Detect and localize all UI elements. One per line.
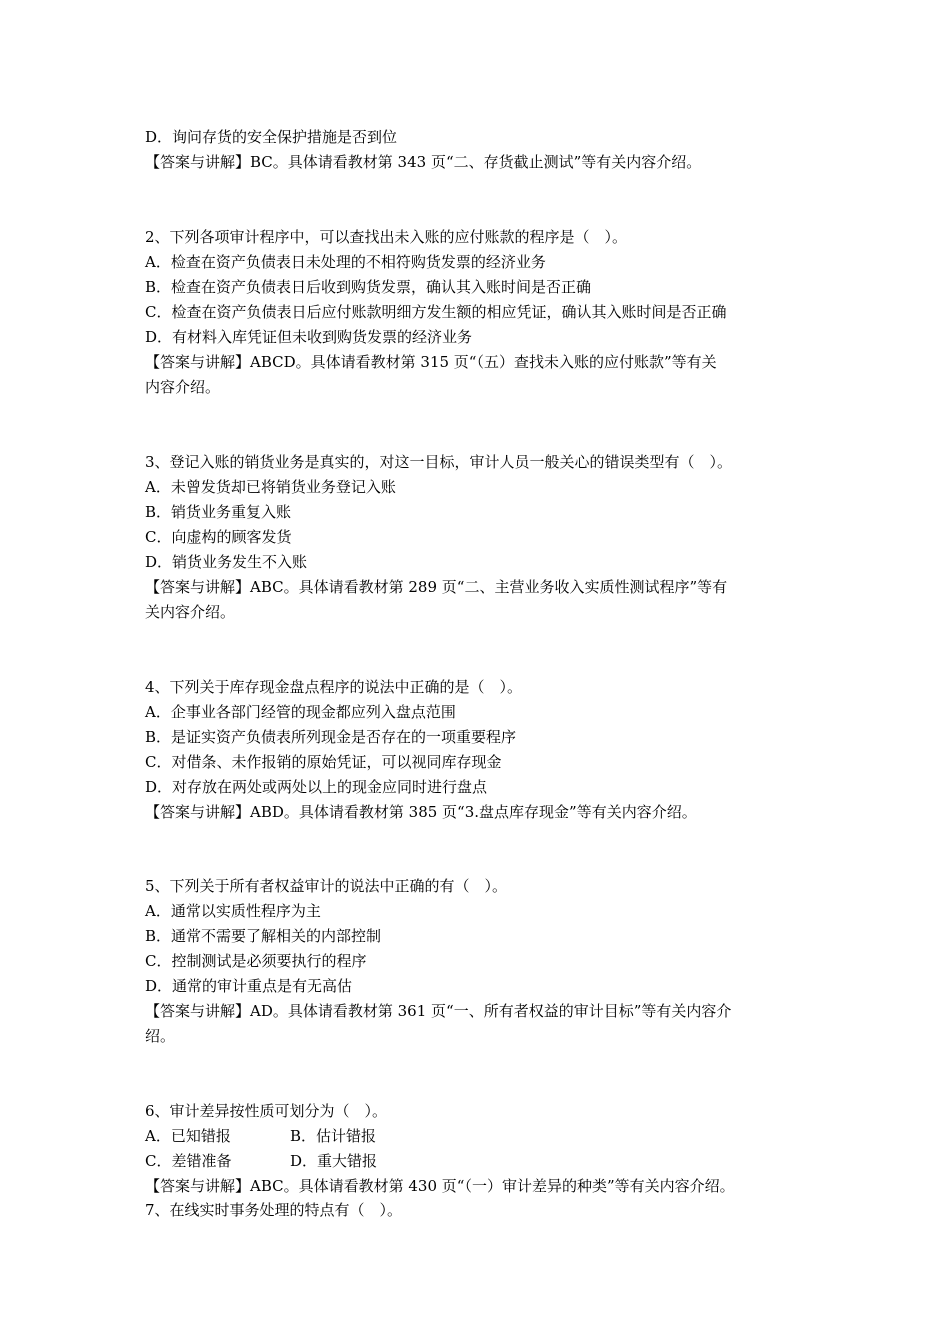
q6-option-d: D．重大错报 <box>290 1152 378 1170</box>
q5-stem: 5、下列关于所有者权益审计的说法中正确的有（ ）。 <box>145 877 508 895</box>
q2-option-a: A．检查在资产负债表日未处理的不相符购货发票的经济业务 <box>145 253 546 271</box>
q3-option-b: B．销货业务重复入账 <box>145 503 292 521</box>
q2-answer-line2: 内容介绍。 <box>145 378 221 396</box>
q1-option-d: D．询问存货的安全保护措施是否到位 <box>145 128 398 146</box>
q4-option-b: B．是证实资产负债表所列现金是否存在的一项重要程序 <box>145 728 517 746</box>
q2-option-c: C．检查在资产负债表日后应付账款明细方发生额的相应凭证，确认其入账时间是否正确 <box>145 303 727 321</box>
q6-option-b: B．估计错报 <box>290 1127 377 1145</box>
q5-answer-line2: 绍。 <box>145 1027 176 1045</box>
q4-option-c: C．对借条、未作报销的原始凭证，可以视同库存现金 <box>145 753 502 771</box>
q2-stem: 2、下列各项审计程序中，可以查找出未入账的应付账款的程序是（ ）。 <box>145 228 628 246</box>
q2-option-d: D．有材料入库凭证但未收到购货发票的经济业务 <box>145 328 473 346</box>
q5-option-d: D．通常的审计重点是有无高估 <box>145 977 353 995</box>
q4-answer: 【答案与讲解】ABD。具体请看教材第 385 页“3.盘点库存现金”等有关内容介绍。 <box>145 803 697 821</box>
q2-answer-line1: 【答案与讲解】ABCD。具体请看教材第 315 页“（五）查找未入账的应付账款”等有关 <box>145 353 717 371</box>
q6-answer: 【答案与讲解】ABC。具体请看教材第 430 页“（一）审计差异的种类”等有关内容介绍。 <box>145 1177 735 1195</box>
q5-answer-line1: 【答案与讲解】AD。具体请看教材第 361 页“一、所有者权益的审计目标”等有关内容介 <box>145 1002 732 1020</box>
q2-option-b: B．检查在资产负债表日后收到购货发票，确认其入账时间是否正确 <box>145 278 592 296</box>
q6-option-c: C．差错准备 <box>145 1152 232 1170</box>
q3-option-c: C．向虚构的顾客发货 <box>145 528 292 546</box>
q5-option-c: C．控制测试是必须要执行的程序 <box>145 952 367 970</box>
q3-option-d: D．销货业务发生不入账 <box>145 553 308 571</box>
q5-option-b: B．通常不需要了解相关的内部控制 <box>145 927 382 945</box>
q3-answer-line1: 【答案与讲解】ABC。具体请看教材第 289 页“二、主营业务收入实质性测试程序”等有 <box>145 578 728 596</box>
q6-option-a: A．已知错报 <box>145 1127 231 1145</box>
q3-answer-line2: 关内容介绍。 <box>145 603 236 621</box>
q7-stem: 7、在线实时事务处理的特点有（ ）。 <box>145 1201 403 1219</box>
q6-stem: 6、审计差异按性质可划分为（ ）。 <box>145 1102 388 1120</box>
q5-option-a: A．通常以实质性程序为主 <box>145 902 321 920</box>
q4-option-a: A．企事业各部门经管的现金都应列入盘点范围 <box>145 703 456 721</box>
q4-stem: 4、下列关于库存现金盘点程序的说法中正确的是（ ）。 <box>145 678 523 696</box>
q3-stem: 3、登记入账的销货业务是真实的，对这一目标，审计人员一般关心的错误类型有（ ）。 <box>145 453 733 471</box>
q3-option-a: A．未曾发货却已将销货业务登记入账 <box>145 478 396 496</box>
q4-option-d: D．对存放在两处或两处以上的现金应同时进行盘点 <box>145 778 488 796</box>
q1-answer: 【答案与讲解】BC。具体请看教材第 343 页“二、存货截止测试”等有关内容介绍。 <box>145 153 702 171</box>
